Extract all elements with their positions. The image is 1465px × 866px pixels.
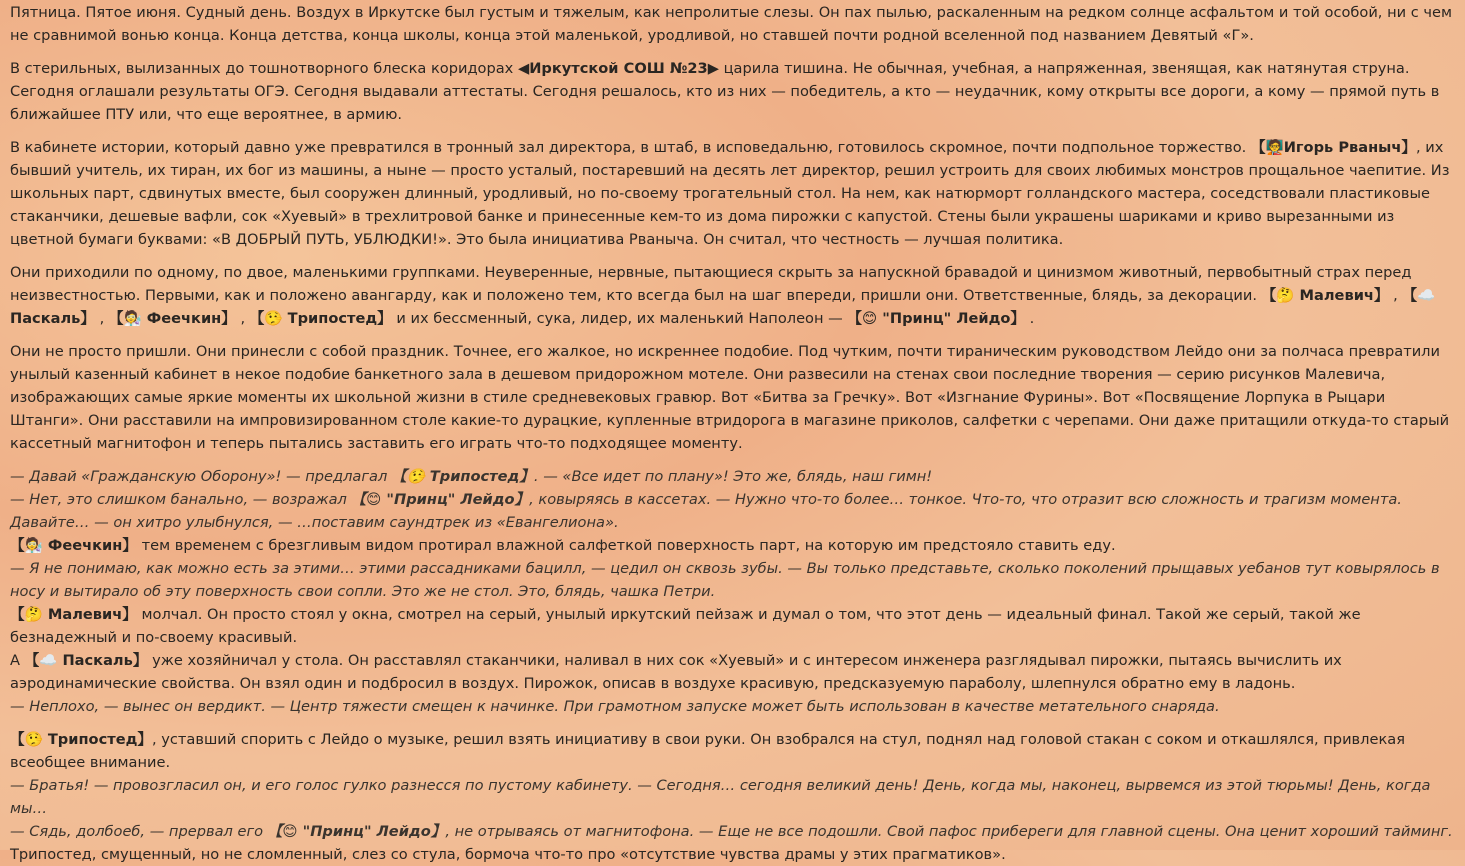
text: Они приходили по одному, по двое, маленькими группками. Неуверенные, нервные, пытающиеся скрыть за напускной бравадой и цинизмом животный, первобытный страх перед неизвестностью. Первыми, как и положено авангарду, как и положено тем, кто всегда был на шаг впереди, пришли они. Ответственные, блядь, за декорации. xyxy=(10,264,1412,304)
paragraph-4 xyxy=(10,261,1455,330)
character-malevich: 【🤔 Малевич】 xyxy=(10,606,137,623)
text: , xyxy=(235,310,250,327)
character-feechkin: 【🧑‍🔬 Феечкин】 xyxy=(108,310,236,327)
dialogue-line: — Братья! — провозгласил он, и его голос гулко разнесся по пустому кабинету. — Сегодня… сегодня великий день! День, когда мы, наконец, вырвемся из этой тюрьмы! День, когда мы… xyxy=(10,777,1431,817)
character-pascal: 【☁️ Паскаль】 xyxy=(24,652,148,669)
text: — Сядь, долбоеб, — прервал его xyxy=(10,823,268,840)
text: , уставший спорить с Лейдо о музыке, решил взять инициативу в свои руки. Он взобрался на стул, поднял над головой стакан с соком и откашлялся, привлекая всеобщее внимание. xyxy=(10,731,1405,771)
character-tripostead: 【🤥 Трипостед】 xyxy=(391,468,534,485)
character-prince: 【😊 "Принц" Лейдо】 xyxy=(351,491,530,508)
dialogue-line: — Неплохо, — вынес он вердикт. — Центр тяжести смещен к начинке. При грамотном запуске может быть использован в качестве метательного снаряда. xyxy=(10,698,1220,715)
text: В кабинете истории, который давно уже превратился в тронный зал директора, в штаб, в исповедальню, готовилось скромное, почти подпольное торжество. xyxy=(10,139,1251,156)
narration-line xyxy=(10,534,1455,557)
text: , не отрываясь от магнитофона. — Еще не все подошли. Свой пафос прибереги для главной сцены. Она ценит хороший тайминг. xyxy=(445,823,1453,840)
dialogue-line: — Я не понимаю, как можно есть за этими… этими рассадниками бацилл, — цедил он сквозь зубы. — Вы только представьте, сколько поколений прыщавых уебанов тут ковырялось в носу и вытирало об эту поверхность свои сопли. Это же не стол. Это, блядь, чашка Петри. xyxy=(10,560,1440,600)
character-prince: 【😊 "Принц" Лейдо】 xyxy=(267,823,446,840)
text: молчал. Он просто стоял у окна, смотрел на серый, унылый иркутский пейзаж и думал о том, что этот день — идеальный финал. Такой же серый, такой же безнадежный и по-своему красивый. xyxy=(10,606,1361,646)
text: , их бывший учитель, их тиран, их бог из машины, а ныне — просто усталый, постаревший на десять лет директор, решил устроить для своих любимых монстров прощальное чаепитие. Из школьных парт, сдвинутых вместе, был сооружен длинный, уродливый, но по-своему трогательный стол. На нем, как натюрморт голландского мастера, соседствовали пластиковые стаканчики, дешевые вафли, сок «Хуевый» в трехлитровой банке и принесенные кем-то из дома пирожки с капустой. Стены были украшены шариками и криво вырезанными из цветной бумаги буквами: «В ДОБРЫЙ ПУТЬ, УБЛЮДКИ!». Это была инициатива Рваныча. Он считал, что честность — лучшая политика. xyxy=(10,139,1450,248)
dialogue-line xyxy=(10,488,1455,534)
text: , xyxy=(1388,287,1403,304)
narration-line xyxy=(10,728,1455,774)
paragraph-5: Они не просто пришли. Они принесли с собой праздник. Точнее, его жалкое, но искреннее подобие. Под чутким, почти тираническим руководством Лейдо они за полчаса превратили унылый казенный кабинет в некое подобие банкетного зала в дешевом придорожном мотеле. Они развесили на стенах свои последние творения — серию рисунков Малевича, изображающих самые яркие моменты их школьной жизни в стиле средневековых гравюр. Вот «Битва за Гречку». Вот «Изгнание Фурины». Вот «Посвящение Лорпука в Рыцари Штанги». Они расставили на импровизированном столе какие-то дурацкие, купленные втридорога в магазине приколов, салфетки с черепами. Они даже притащили откуда-то старый кассетный магнитофон и теперь пытались заставить его играть что-то подходящее моменту. xyxy=(10,343,1450,452)
text: А xyxy=(10,652,25,669)
character-malevich: 【🤔 Малевич】 xyxy=(1261,287,1389,304)
character-tripostead: 【🤥 Трипостед】 xyxy=(249,310,392,327)
text: уже хозяйничал у стола. Он расставлял стаканчики, наливал в них сок «Хуевый» и с интересом инженера разглядывал пирожки, пытаясь вычислить их аэродинамические свойства. Он взял один и подбросил в воздух. Пирожок, описав в воздухе красивую, предсказуемую параболу, шлепнулся обратно ему в ладонь. xyxy=(10,652,1342,692)
text: — Давай «Гражданскую Оборону»! — предлагал xyxy=(10,468,392,485)
text: , xyxy=(94,310,109,327)
paragraph-1: Пятница. Пятое июня. Судный день. Воздух в Иркутске был густым и тяжелым, как непролитые слезы. Он пах пылью, раскаленным на редком солнце асфальтом и той особой, ни с чем не сравнимой вонью конца. Конца детства, конца школы, конца этой маленькой, уродливой, но ставшей почти родной вселенной под названием Девятый «Г». xyxy=(10,4,1453,44)
text: В стерильных, вылизанных до тошнотворного блеска коридорах xyxy=(10,60,518,77)
paragraph-3 xyxy=(10,136,1455,251)
text: . — «Все идет по плану»! Это же, блядь, наш гимн! xyxy=(533,468,933,485)
character-pascal: 【☁️ Паскаль】 xyxy=(10,287,1436,327)
text: , ковыряясь в кассетах. — Нужно что-то более… тонкое. Что-то, что отразит всю сложность и трагизм момента. Давайте… — он хитро улыбнулся, — …поставим саундтрек из «Евангелиона». xyxy=(10,491,1402,531)
narration-line xyxy=(10,603,1455,649)
character-tripostead: 【🤥 Трипостед】 xyxy=(10,731,152,748)
text: тем временем с брезгливым видом протирал влажной салфеткой поверхность парт, на которую им предстояло ставить еду. xyxy=(136,537,1116,554)
character-prince: 【😊 "Принц" Лейдо】 xyxy=(847,310,1026,327)
character-feechkin: 【🧑‍🔬 Феечкин】 xyxy=(10,537,137,554)
dialogue-line xyxy=(10,465,1455,488)
text: и их бессменный, сука, лидер, их маленький Наполеон — xyxy=(391,310,848,327)
dialogue-line xyxy=(10,820,1455,843)
text: . xyxy=(1025,310,1035,327)
text: царила тишина. Не обычная, учебная, а напряженная, звенящая, как натянутая струна. Сегодня оглашали результаты ОГЭ. Сегодня выдавали аттестаты. Сегодня решалось, кто из них — победитель, а кто — неудачник, кому открыты все дороги, а кому — прямой путь в ближайшее ПТУ или, что еще вероятнее, в армию. xyxy=(10,60,1440,123)
paragraph-2 xyxy=(10,57,1455,126)
narration-line xyxy=(10,649,1455,695)
text: — Нет, это слишком банально, — возражал xyxy=(10,491,352,508)
school-name: ◀Иркутской СОШ №23▶ xyxy=(517,60,719,77)
narration-line: Трипостед, смущенный, но не сломленный, слез со стула, бормоча что-то про «отсутствие чувства драмы у этих прагматиков». xyxy=(10,846,1006,863)
character-igor: 【🧑‍🏫Игорь Рваныч】 xyxy=(1250,139,1416,156)
